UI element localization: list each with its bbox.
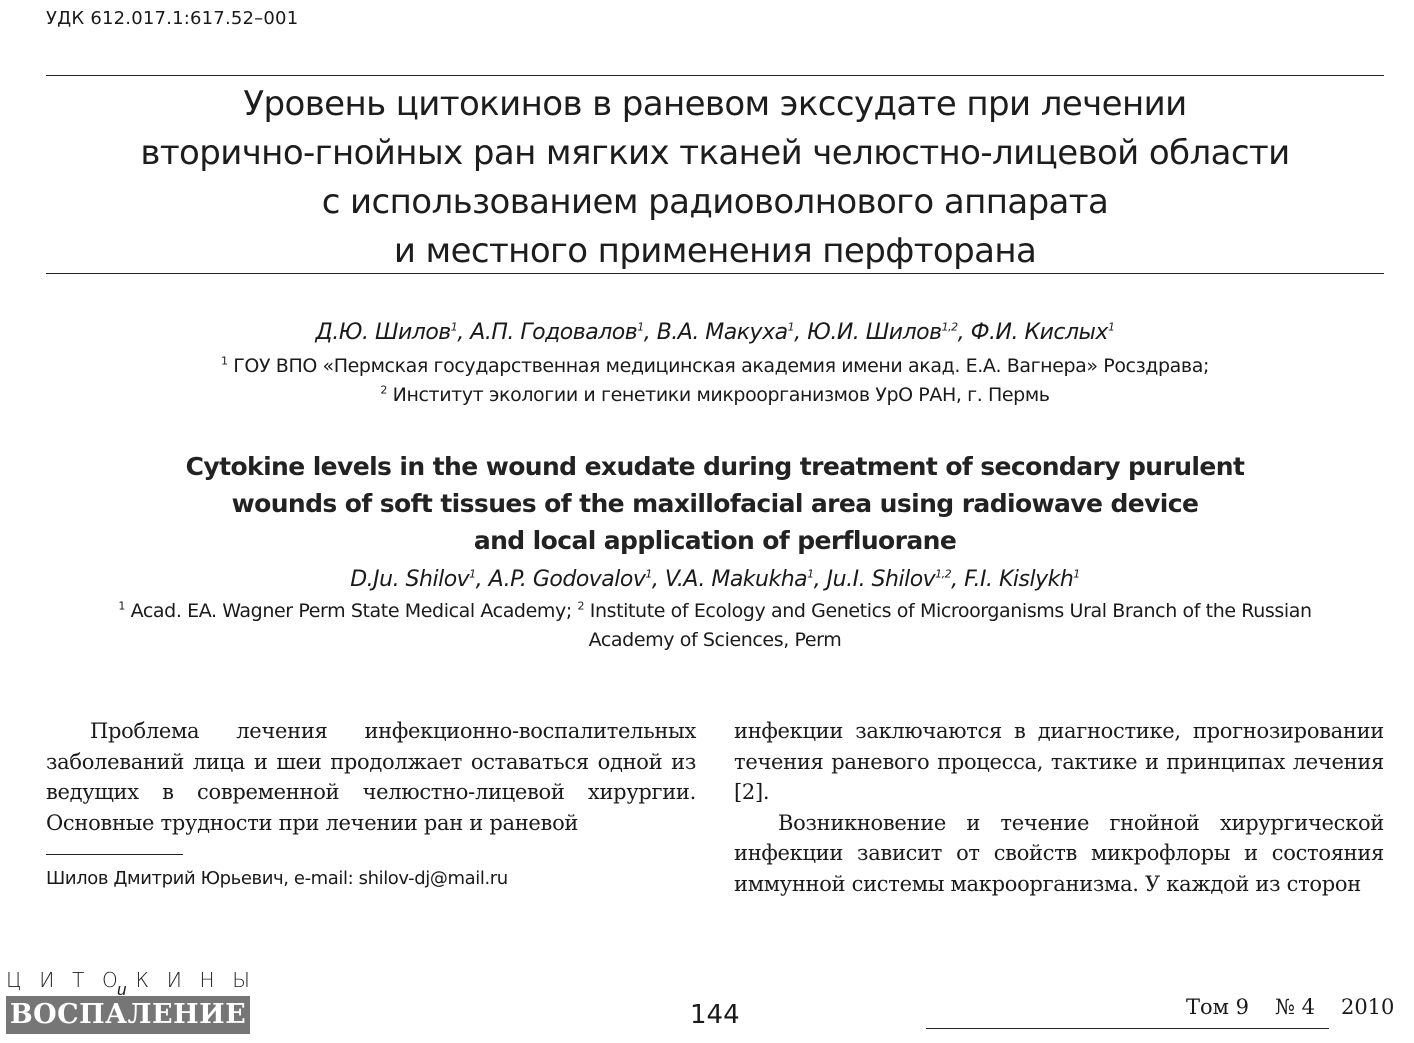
issue-label: № 4 (1275, 995, 1315, 1019)
title-ru-line: с использованием радиоволнового аппарата (321, 182, 1109, 222)
author-name: F.I. Kislykh (964, 567, 1074, 592)
author-affil-mark: 1 (1107, 320, 1115, 334)
title-ru-line: вторично-гнойных ран мягких тканей челюстно-лицевой области (140, 133, 1290, 173)
author-affil-mark: 1 (450, 320, 458, 334)
author-affil-mark: 1 (787, 320, 795, 334)
author-name: В.А. Макуха (656, 320, 788, 345)
journal-logo-bottom: ВОСПАЛЕНИЕ (6, 996, 250, 1034)
affiliation-ru-2: $^2$ Институт экологии и генетики микроорганизмов УрО РАН, г. Пермь (380, 383, 1050, 406)
issue-info (1186, 995, 1394, 1019)
affiliation-en-line-1: $^1$ Acad. EA. Wagner Perm State Medical Academy; $^2$ Institute of Ecology and Genetics of Microorganisms Ural Branch of the Russian (118, 599, 1312, 622)
affiliations-en (46, 597, 1384, 655)
author-name: D.Ju. Shilov (350, 567, 470, 592)
author-affil-mark: 1 (1073, 567, 1080, 581)
article-title-en (46, 448, 1384, 559)
author-affil-mark: 1,2 (941, 320, 958, 334)
title-ru-line: и местного применения перфторана (393, 231, 1037, 271)
udk-code: УДК 612.017.1:617.52–001 (46, 8, 299, 29)
affiliations-ru (46, 352, 1384, 410)
correspondence-footnote: Шилов Дмитрий Юрьевич, e-mail: shilov-dj@mail.ru (46, 868, 508, 889)
body-paragraph: инфекции заключаются в диагностике, прогнозировании течения раневого процесса, тактике и принципах лечения [2]. (734, 719, 1384, 804)
title-en-line: and local application of perfluorane (473, 526, 957, 555)
author-name: A.P. Godovalov (488, 567, 646, 592)
footnote-separator (46, 854, 183, 855)
title-ru-line: Уровень цитокинов в раневом экссудате при лечении (243, 84, 1187, 124)
author-affil-mark: 1 (469, 567, 476, 581)
authors-ru: Д.Ю. Шилов$^1$, А.П. Годовалов$^1$, В.А. Макуха$^1$, Ю.И. Шилов$^{1,2}$, Ф.И. Кислых$^1$ (315, 320, 1115, 345)
author-affil-mark: 1 (637, 320, 644, 334)
author-name: Ju.I. Shilov (826, 567, 936, 592)
author-name: А.П. Годовалов (470, 320, 638, 345)
journal-logo-connector: и (117, 980, 127, 999)
title-en-line: Cytokine levels in the wound exudate during treatment of secondary purulent (185, 452, 1245, 481)
author-name: Д.Ю. Шилов (315, 320, 451, 345)
affiliation-en-line-2: Academy of Sciences, Perm (588, 629, 842, 651)
article-title-ru (46, 80, 1384, 276)
author-affil-mark: 1 (807, 567, 814, 581)
author-affil-mark: 1,2 (935, 567, 952, 581)
volume-label: Том 9 (1186, 995, 1250, 1019)
affiliation-ru-1: $^1$ ГОУ ВПО «Пермская государственная медицинская академия имени акад. Е.А. Вагнера» Росздрава; (221, 354, 1209, 377)
title-bottom-rule (46, 273, 1384, 274)
body-paragraph: Возникновение и течение гнойной хирургической инфекции зависит от свойств микрофлоры и состояния иммунной системы макроорганизма. У каждой из сторон (734, 810, 1384, 896)
footer-rule (926, 1028, 1329, 1029)
author-name: Ф.И. Кислых (970, 320, 1108, 345)
body-paragraph: Проблема лечения инфекционно-воспалительных заболеваний лица и шеи продолжает оставаться одной из ведущих в современной челюстно-лицевой хирургии. Основные трудности при лечении ран и раневой (46, 719, 696, 835)
title-en-line: wounds of soft tissues of the maxillofacial area using radiowave device (231, 489, 1199, 518)
author-name: V.A. Makukha (664, 567, 808, 592)
journal-logo-top: Ц И Т О К И Н Ы (6, 968, 250, 992)
year-label: 2010 (1340, 995, 1395, 1019)
body-column-right (734, 716, 1384, 899)
author-affil-mark: 1 (645, 567, 652, 581)
authors-en: D.Ju. Shilov$^1$, A.P. Godovalov$^1$, V.A. Makukha$^1$, Ju.I. Shilov$^{1,2}$, F.I. Kislykh$^1$ (350, 567, 1080, 592)
page-number: 144 (690, 1000, 740, 1030)
title-top-rule (46, 75, 1384, 76)
body-column-left (46, 716, 696, 838)
author-name: Ю.И. Шилов (807, 320, 942, 345)
